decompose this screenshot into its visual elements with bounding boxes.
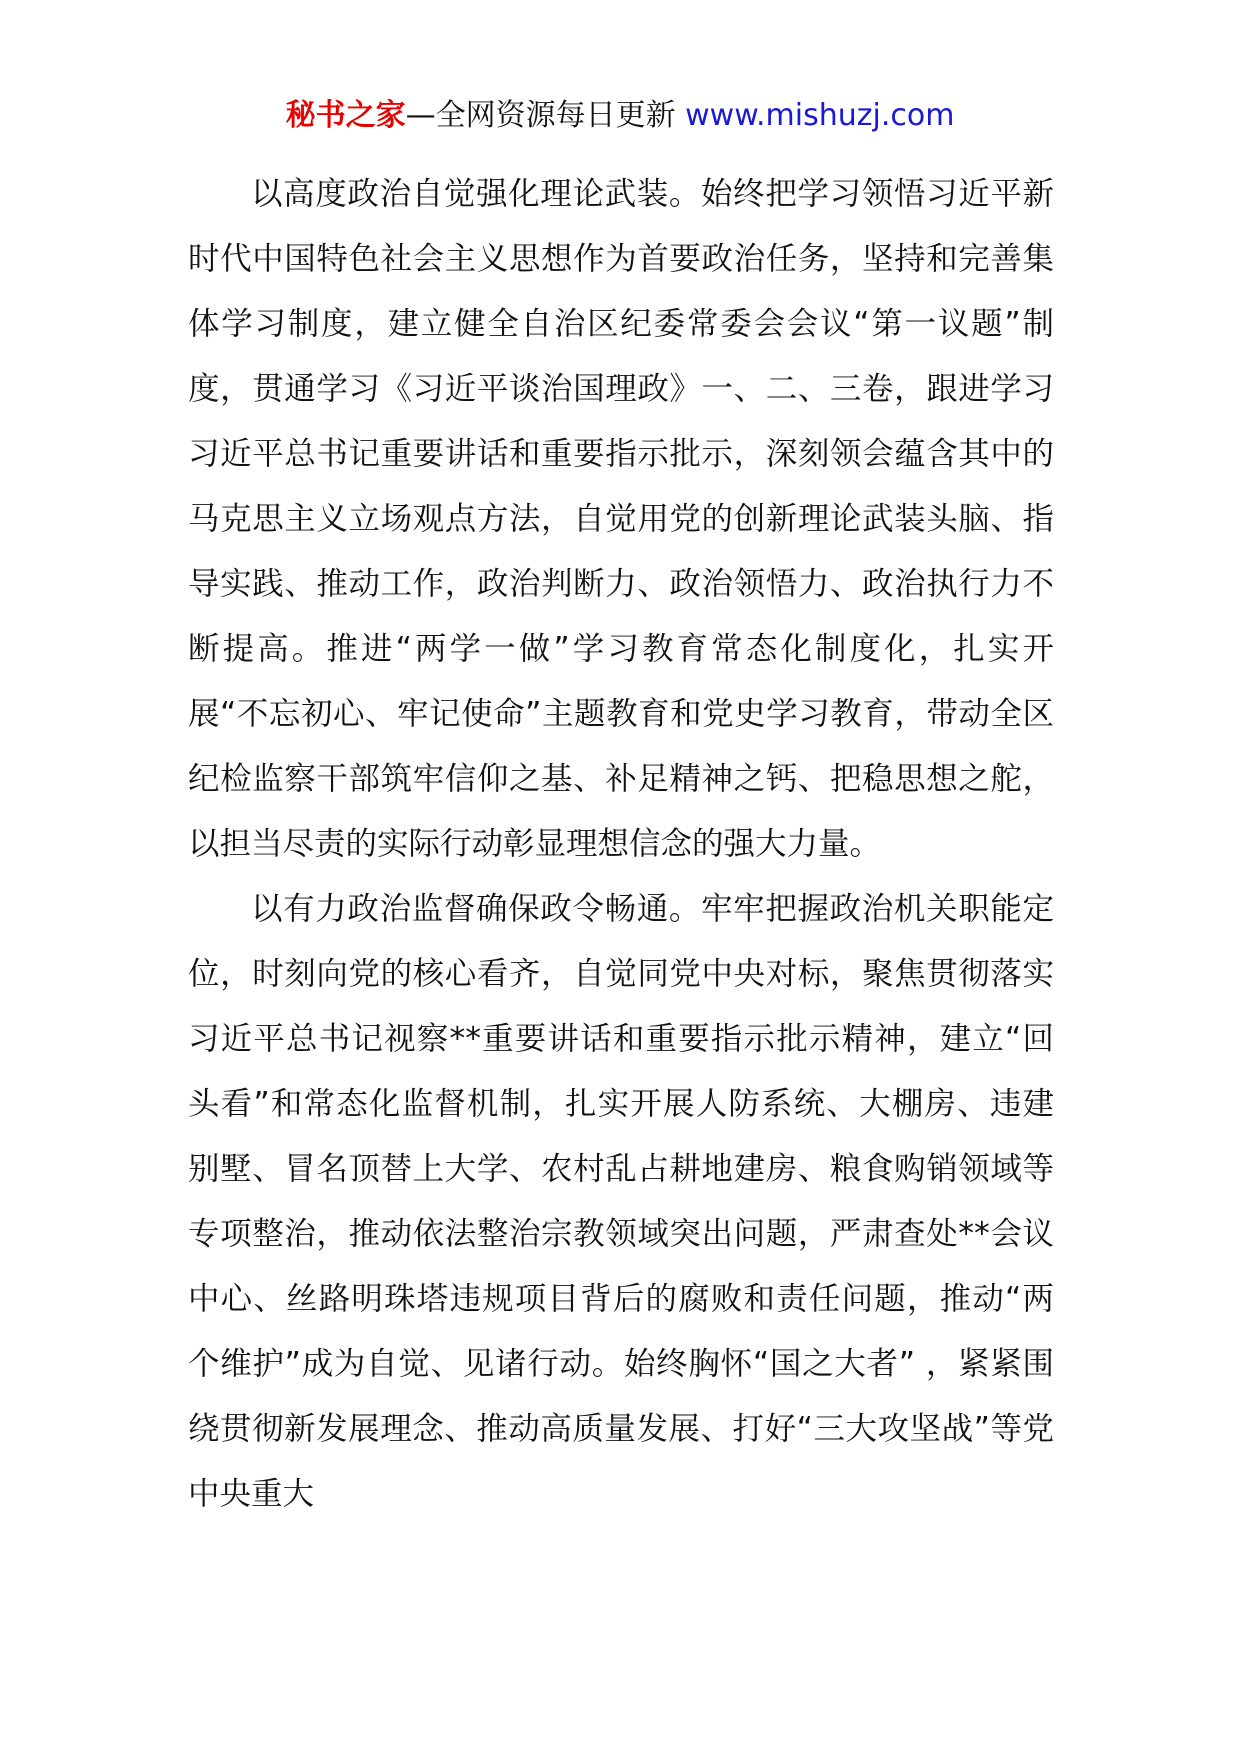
paragraph-political-supervision: 以有力政治监督确保政令畅通。牢牢把握政治机关职能定位，时刻向党的核心看齐，自觉同党中央对标，聚焦贯彻落实习近平总书记视察**重要讲话和重要指示批示精神，建立“回头看”和常态化监督机制，扎实开展人防系统、大棚房、违建别墅、冒名顶替上大学、农村乱占耕地建房、粮食购销领域等专项整治，推动依法整治宗教领域突出问题，严肃查处**会议中心、丝路明珠塔违规项目背后的腐败和责任问题，推动“两个维护”成为自觉、见诸行动。始终胸怀“国之大者” ，紧紧围绕贯彻新发展理念、推动高质量发展、打好“三大攻坚战”等党中央重大 xyxy=(188,891,1054,1512)
document-body xyxy=(188,162,1054,1527)
header-tagline: —全网资源每日更新 xyxy=(405,98,676,133)
brand-name: 秘书之家 xyxy=(285,98,406,133)
site-url-link[interactable]: www.mishuzj.com xyxy=(685,98,955,133)
paragraph-theory-arming: 以高度政治自觉强化理论武装。始终把学习领悟习近平新时代中国特色社会主义思想作为首要政治任务，坚持和完善集体学习制度，建立健全自治区纪委常委会会议“第一议题”制度，贯通学习《习近平谈治国理政》一、二、三卷，跟进学习习近平总书记重要讲话和重要指示批示，深刻领会蕴含其中的马克思主义立场观点方法，自觉用党的创新理论武装头脑、指导实践、推动工作，政治判断力、政治领悟力、政治执行力不断提高。推进“两学一做”学习教育常态化制度化，扎实开展“不忘初心、牢记使命”主题教育和党史学习教育，带动全区纪检监察干部筑牢信仰之基、补足精神之钙、把稳思想之舵，以担当尽责的实际行动彰显理想信念的强大力量。 xyxy=(188,176,1054,862)
document-header xyxy=(0,96,1240,136)
